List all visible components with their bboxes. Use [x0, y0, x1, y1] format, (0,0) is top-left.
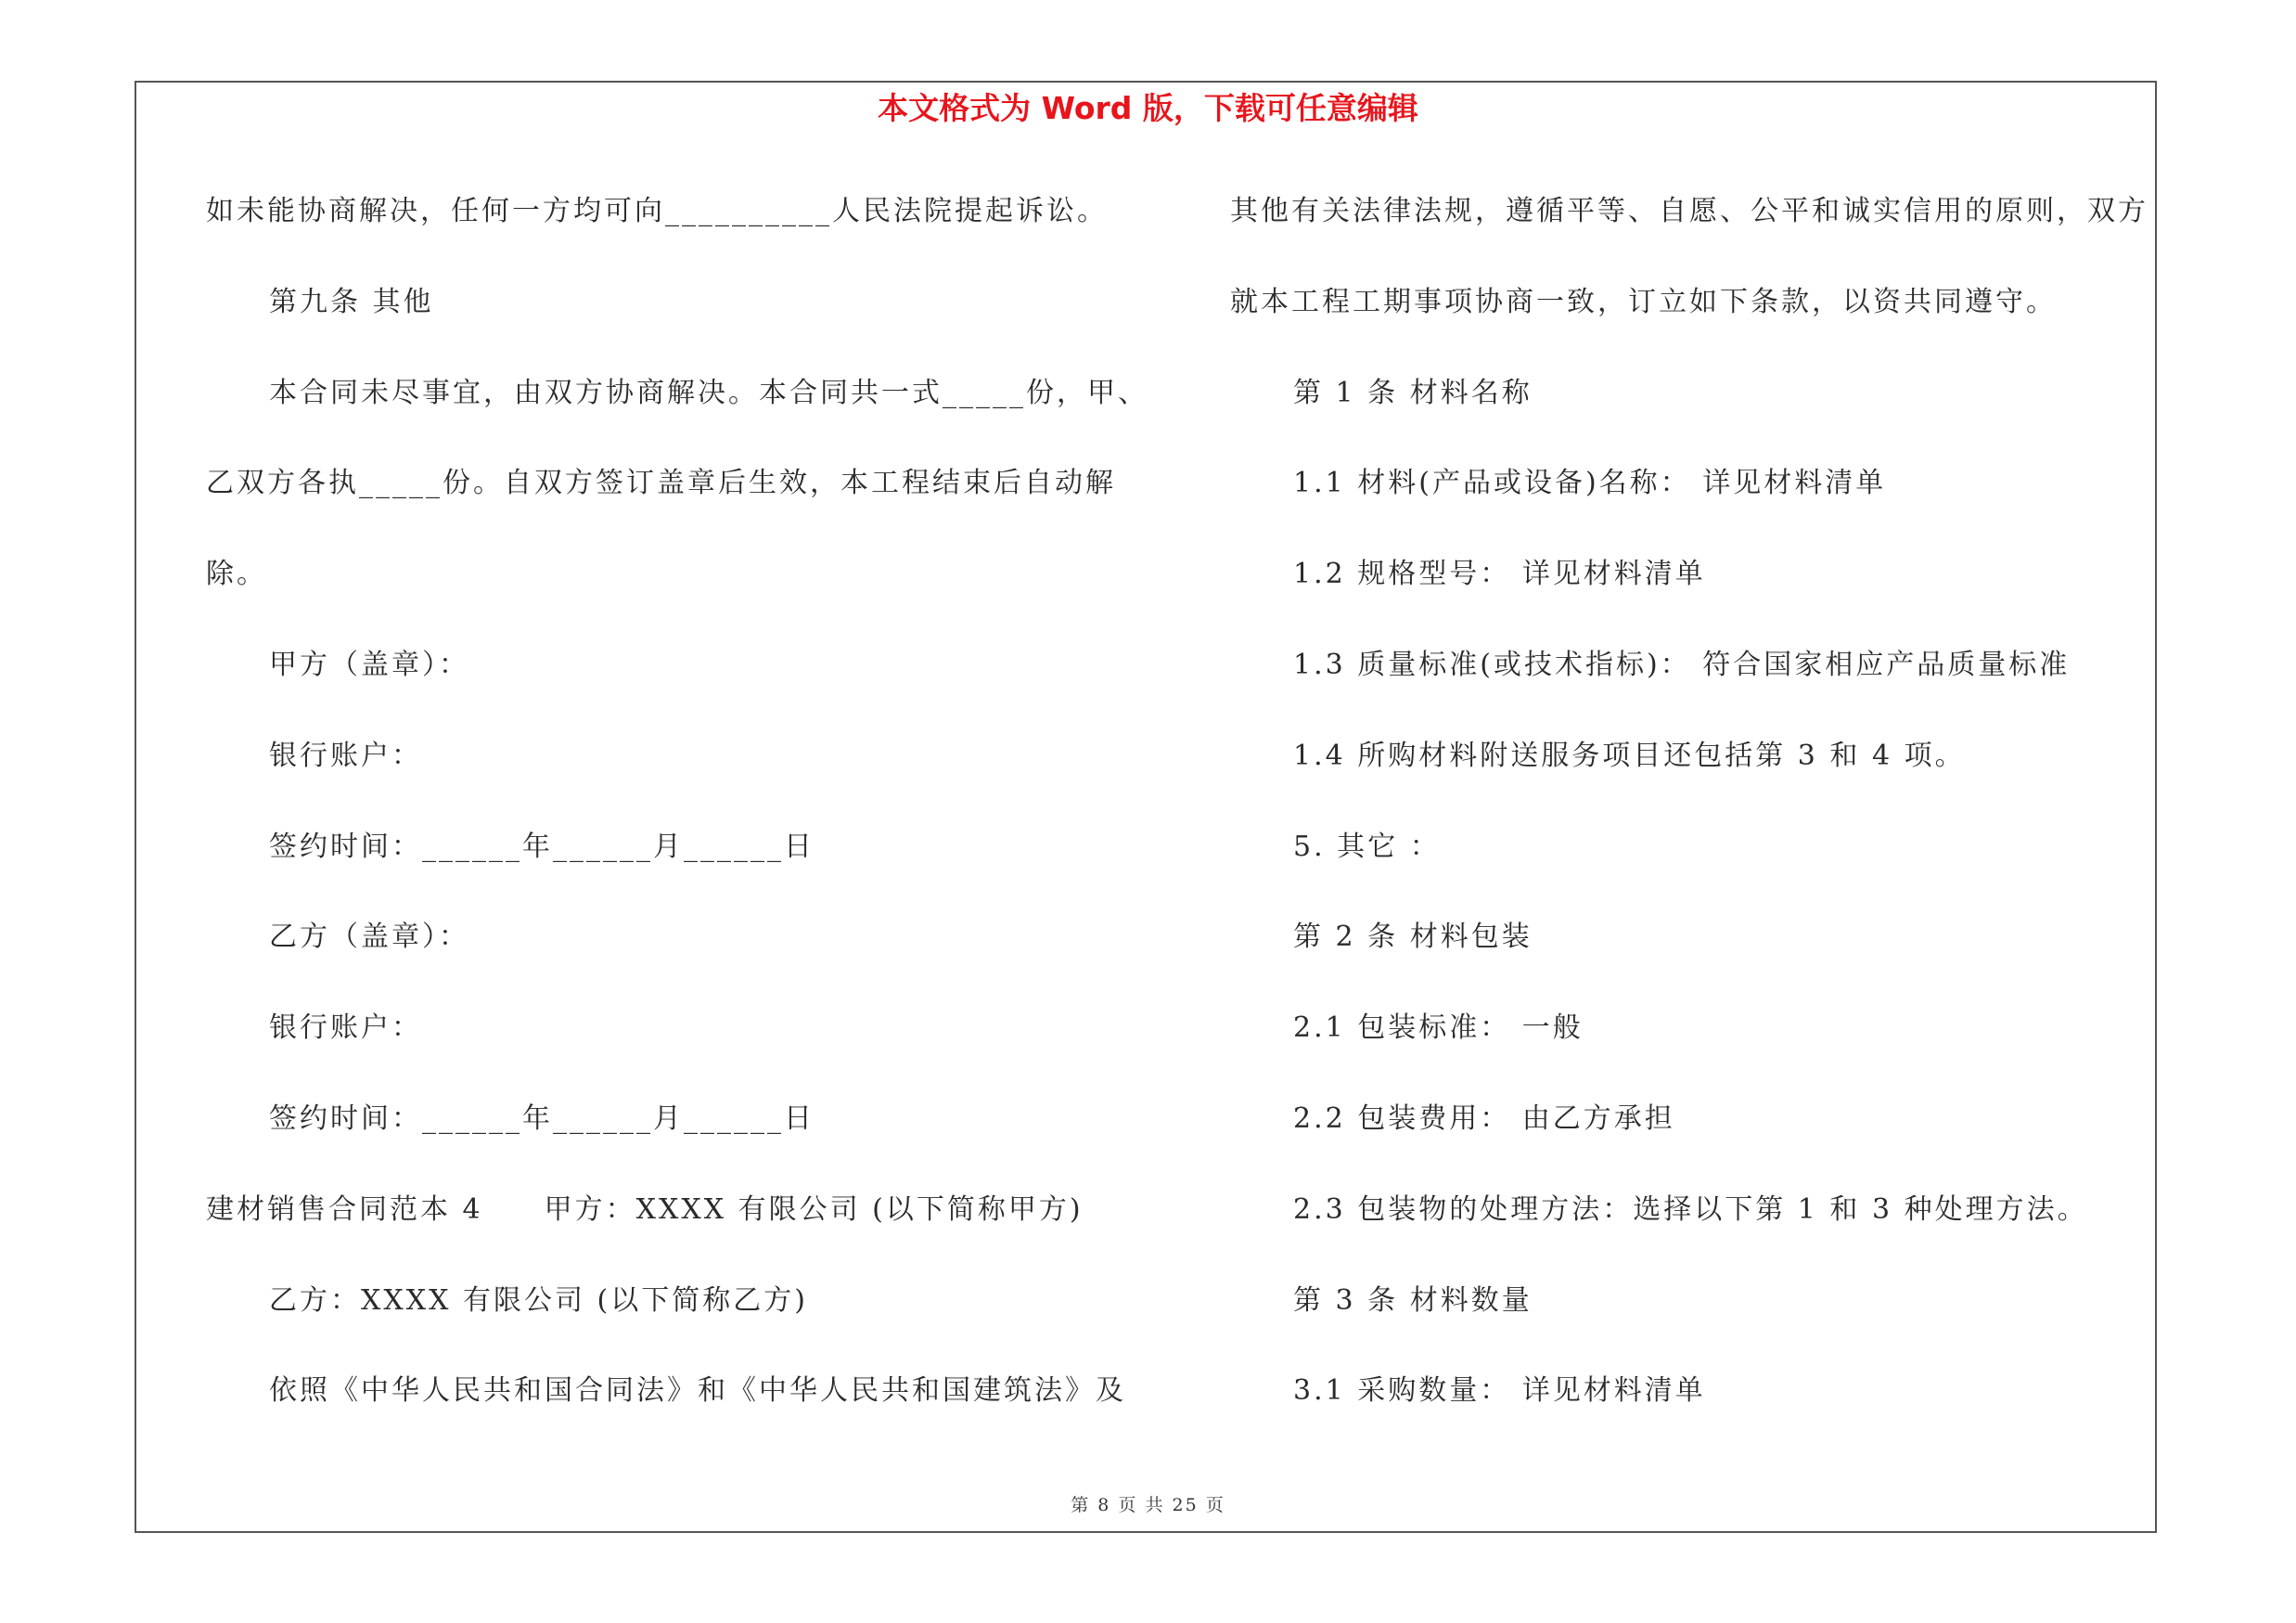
clause-line: 3.1 采购数量： 详见材料清单: [1293, 1374, 1706, 1408]
paragraph-line: 其他有关法律法规，遵循平等、自愿、公平和诚实信用的原则，双方: [1230, 195, 2148, 227]
clause-line: 5. 其它 ：: [1293, 830, 1441, 863]
clause-line: 1.3 质量标准(或技术指标)： 符合国家相应产品质量标准: [1293, 648, 2071, 681]
format-banner: 本文格式为 Word 版，下载可任意编辑: [878, 90, 1418, 126]
bank-account-label: 银行账户：: [269, 1011, 422, 1045]
paragraph-line: 依照《中华人民共和国合同法》和《中华人民共和国建筑法》及: [269, 1374, 1126, 1408]
bank-account-label: 银行账户：: [269, 739, 422, 772]
contract-template-title: 建材销售合同范本 4 甲方：XXXX 有限公司 (以下简称甲方): [206, 1192, 1084, 1226]
right-column: [1230, 181, 2148, 1451]
article-heading: 第 1 条 材料名称: [1293, 376, 1533, 409]
signing-date-line: 签约时间：______年______月______日: [269, 830, 815, 863]
signing-date-line: 签约时间：______年______月______日: [269, 1101, 815, 1135]
page-number: 第 8 页 共 25 页: [1071, 1495, 1225, 1515]
left-column: [206, 181, 1152, 1451]
clause-line: 2.3 包装物的处理方法：选择以下第 1 和 3 种处理方法。: [1293, 1192, 2088, 1226]
article-heading: 第九条 其他: [269, 285, 434, 318]
party-b-seal-label: 乙方（盖章）：: [269, 921, 469, 954]
article-heading: 第 2 条 材料包装: [1293, 921, 1533, 954]
paragraph-line: 除。: [206, 558, 267, 591]
clause-line: 1.4 所购材料附送服务项目还包括第 3 和 4 项。: [1293, 739, 1966, 772]
paragraph-line: 本合同未尽事宜，由双方协商解决。本合同共一式_____份，甲、: [269, 376, 1148, 409]
party-a-seal-label: 甲方（盖章）：: [269, 648, 469, 681]
clause-line: 2.2 包装费用： 由乙方承担: [1293, 1101, 1675, 1135]
article-heading: 第 3 条 材料数量: [1293, 1283, 1533, 1317]
clause-line: 2.1 包装标准： 一般: [1293, 1011, 1584, 1045]
paragraph-line: 就本工程工期事项协商一致，订立如下条款，以资共同遵守。: [1230, 285, 2057, 318]
clause-line: 1.2 规格型号： 详见材料清单: [1293, 558, 1706, 591]
paragraph-line: 乙双方各执_____份。自双方签订盖章后生效，本工程结束后自动解: [206, 467, 1116, 500]
party-b-line: 乙方：XXXX 有限公司 (以下简称乙方): [269, 1283, 808, 1317]
paragraph-line: 如未能协商解决，任何一方均可向__________人民法院提起诉讼。: [206, 195, 1108, 227]
clause-line: 1.1 材料(产品或设备)名称： 详见材料清单: [1293, 467, 1887, 500]
